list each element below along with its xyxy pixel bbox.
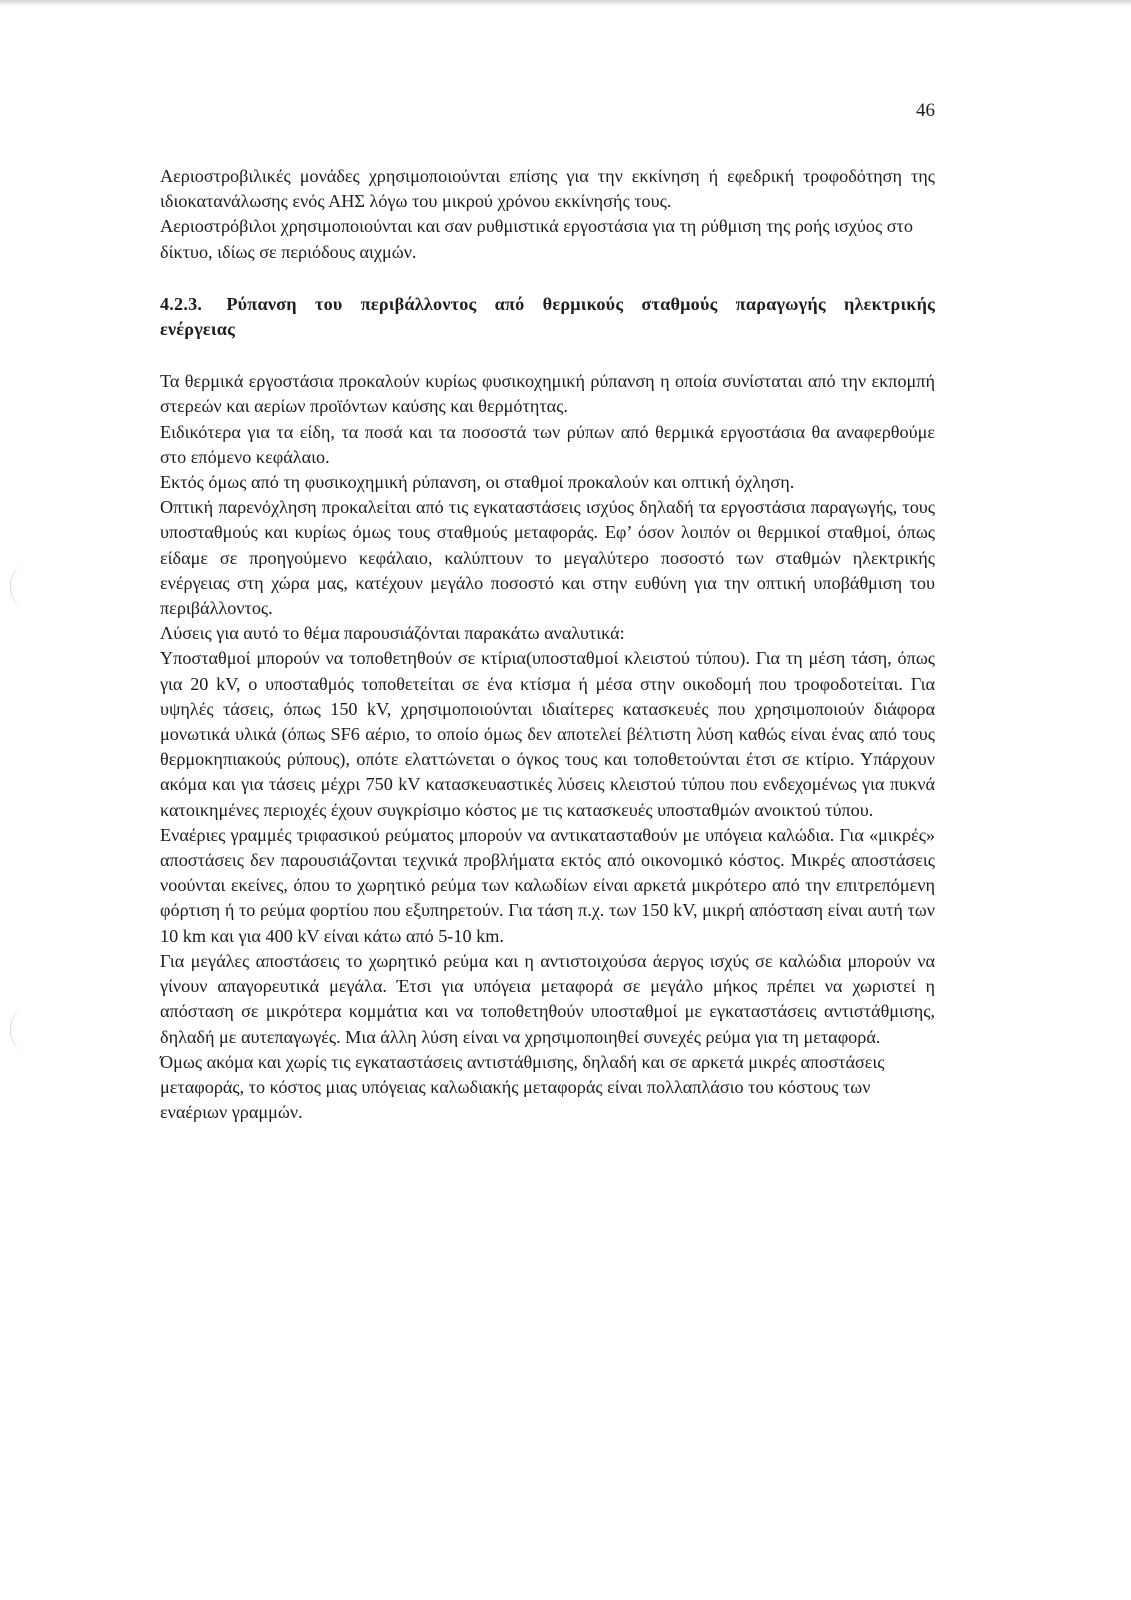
punch-hole-mark xyxy=(10,1010,37,1050)
page-number: 46 xyxy=(916,100,935,121)
scan-edge-shadow xyxy=(0,0,1131,6)
punch-hole-mark xyxy=(10,566,37,606)
body-paragraph: Εκτός όμως από τη φυσικοχημική ρύπανση, οι σταθμοί προκαλούν και οπτική όχληση. xyxy=(160,472,795,493)
body-paragraph: Εναέριες γραμμές τριφασικού ρεύματος μπορούν να αντικατασταθούν με υπόγεια καλώδια. Για «μικρές» αποστάσεις δεν παρουσιάζονται τεχνικά προβλήματα εκτός από οικονομικό κόστος. Μικρές αποστάσεις νοούνται εκείνες, όπου το χωρητικό ρεύμα των καλωδίων είναι αρκετά μικρότερο από την επιτρεπόμενη φόρτιση ή το ρεύμα φορτίου που εξυπηρετούν. Για τάση π.χ. των 150 kV, μικρή απόσταση είναι αυτή των 10 km και για 400 kV είναι κάτω από 5-10 km. xyxy=(160,824,935,946)
section-number: 4.2.3. xyxy=(160,293,203,314)
section-title: Ρύπανση του περιβάλλοντος από θερμικούς σταθμούς παραγωγής ηλεκτρικής ενέργειας xyxy=(160,293,935,340)
body-paragraph: Ειδικότερα για τα είδη, τα ποσά και τα ποσοστά των ρύπων από θερμικά εργοστάσια θα αναφερθούμε στο επόμενο κεφάλαιο. xyxy=(160,421,935,467)
page-body xyxy=(160,164,935,1125)
body-paragraph: Όμως ακόμα και χωρίς τις εγκαταστάσεις αντιστάθμισης, δηλαδή και σε αρκετά μικρές αποστάσεις μεταφοράς, το κόστος μιας υπόγειας καλωδιακής μεταφοράς είναι πολλαπλάσιο του κόστους των εναέριων γραμμών. xyxy=(160,1051,885,1123)
body-paragraph: Υποσταθμοί μπορούν να τοποθετηθούν σε κτίρια(υποσταθμοί κλειστού τύπου). Για τη μέση τάση, όπως για 20 kV, ο υποσταθμός τοποθετείται σε ένα κτίσμα ή μέσα στην οικοδομή που τροφοδοτείται. Για υψηλές τάσεις, όπως 150 kV, χρησιμοποιούνται ιδιαίτερες κατασκευές που χρησιμοποιούν διάφορα μονωτικά υλικά (όπως SF6 αέριο, το οποίο όμως δεν αποτελεί βέλτιστη λύση καθώς είναι ένας από τους θερμοκηπιακούς ρύπους), οπότε ελαττώνεται ο όγκος τους και τοποθετούνται έτσι σε κτίριο. Υπάρχουν ακόμα και για τάσεις μέχρι 750 kV κατασκευαστικές λύσεις κλειστού τύπου που ενδεχομένως για πυκνά κατοικημένες περιοχές έχουν συγκρίσιμο κόστος με τις κατασκευές υποσταθμών ανοικτού τύπου. xyxy=(160,648,935,820)
intro-paragraph: Αεριοστρόβιλοι χρησιμοποιούνται και σαν ρυθμιστικά εργοστάσια για τη ρύθμιση της ροής ισχύος στο δίκτυο, ιδίως σε περιόδους αιχμών. xyxy=(160,216,913,262)
body-paragraph: Τα θερμικά εργοστάσια προκαλούν κυρίως φυσικοχημική ρύπανση η οποία συνίσταται από την εκπομπή στερεών και αερίων προϊόντων καύσης και θερμότητας. xyxy=(160,371,935,417)
intro-paragraph: Αεριοστροβιλικές μονάδες χρησιμοποιούνται επίσης για την εκκίνηση ή εφεδρική τροφοδότηση της ιδιοκατανάλωσης ενός ΑΗΣ λόγω του μικρού χρόνου εκκίνησής τους. xyxy=(160,166,935,212)
section-heading xyxy=(160,292,935,342)
body-paragraph: Για μεγάλες αποστάσεις το χωρητικό ρεύμα και η αντιστοιχούσα άεργος ισχύς σε καλώδια μπορούν να γίνουν απαγορευτικά μεγάλα. Έτσι για υπόγεια μεταφορά σε μεγάλο μήκος πρέπει να χωριστεί η απόσταση σε μικρότερα κομμάτια και να τοποθετηθούν υποσταθμοί με εγκαταστάσεις αντιστάθμισης, δηλαδή με αυτεπαγωγές. Μια άλλη λύση είναι να χρησιμοποιηθεί συνεχές ρεύμα για τη μεταφορά. xyxy=(160,950,935,1047)
body-paragraph: Οπτική παρενόχληση προκαλείται από τις εγκαταστάσεις ισχύος δηλαδή τα εργοστάσια παραγωγής, τους υποσταθμούς και κυρίως όμως τους σταθμούς μεταφοράς. Εφ’ όσον λοιπόν οι θερμικοί σταθμοί, όπως είδαμε σε προηγούμενο κεφάλαιο, καλύπτουν το μεγαλύτερο ποσοστό των σταθμών ηλεκτρικής ενέργειας στη χώρα μας, κατέχουν μεγάλο ποσοστό και στην ευθύνη για την οπτική υποβάθμιση του περιβάλλοντος. xyxy=(160,497,935,619)
body-paragraph: Λύσεις για αυτό το θέμα παρουσιάζόνται παρακάτω αναλυτικά: xyxy=(160,623,625,644)
